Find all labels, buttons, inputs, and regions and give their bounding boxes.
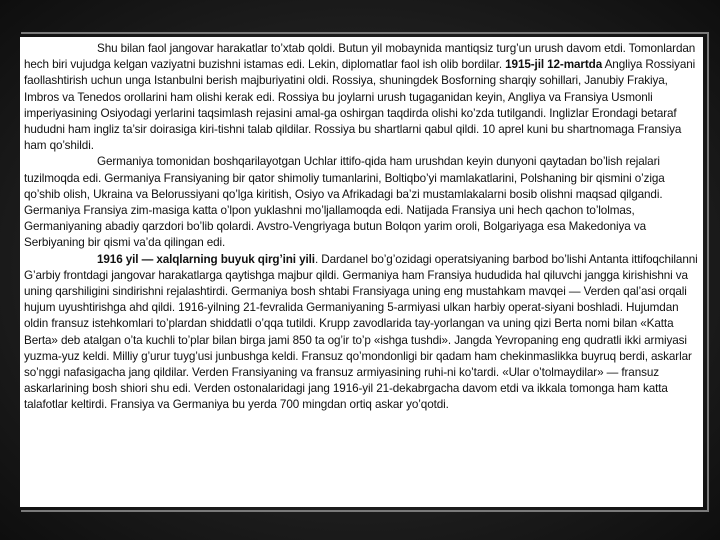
paragraph-1-text: Shu bilan faol jangovar harakatlar to’xtab qoldi. Butun yil mobaynida mantiqsiz turg’un urush davom etdi. Tomonlardan hech biri vujudga kelgan vaziyatni buzishni istamas edi. Lekin, diplomatlar faol ish olib bordilar. (24, 42, 696, 72)
paragraph-2-text: Germaniya tomonidan boshqarilayotgan Uchlar ittifo-qida ham urushdan keyin dunyoni qaytadan bo’lish rejalari tuzilmoqda edi. Germaniya Fransiyaning bir qator shimoliy tumanlarini, Boltiqbo’yi mamlakatlarini, Polshaning bir qismini o’ziga qo’shib olish, Ukraina va Belorussiyani qo’lga kiritish, Osiyo va Afrikadagi ba’zi mustamlakalarni bosib olishni maqsad qilgandi. Germaniya Fransiya zim-masiga katta o’lpon yuklashni mo’ljallamoqda edi. Natijada Fransiya uni hech qachon to’lolmas, Germaniyaning abadiy qarzdori bo’lib qolardi. Avstro-Vengriyaga butun Bolqon yarim oroli, Bolgariyaga esa Makedoniya va Serbiyaning bir qismi va’da qilingan edi. (24, 155, 665, 250)
paragraph-3 (24, 252, 700, 414)
paragraph-1 (24, 41, 700, 154)
paragraph-3-text-cont: . Dardanel bo’g’ozidagi operatsiyaning barbod bo’lishi Antanta ittifoqchilanni G’arbiy frontdagi jangovar harakatlarga qaytishga majbur qildi. Germaniya ham Fransiya hududida hal qiluvchi jangga kirishishni va uning qarshiligini sindirishni rejalashtirdi. Germaniya bosh shtabi Fransiyaga uning eng mustahkam mavqei — Verden qal’asi orqali hujum uyushtirishga ahd qildi. 1916-yilning 21-fevralida Germaniyaning 5-armiyasi ulkan harbiy operat-siyani boshladi. Hujumdan oldin fransuz istehkomlari to’plardan shiddatli o’qqa tutildi. Krupp zavodlarida tay-yorlangan va uning qizi Berta nomi bilan «Katta Berta» deb atalgan o’ta kuchli to’plar bilan birga jami 850 ta og’ir to’p «ishga tushdi». Jangda Yevropaning eng qudratli ikki armiyasi yuzma-yuz keldi. Milliy g’urur tuyg’usi junbushga keldi. Fransuz qo’mondonligi bir qadam ham chekinmaslikka buyruq berdi, askarlar so’nggi nafasigacha jang qildilar. Verden Fransiyaning va fransuz armiyasining ruhi-ni ko’tardi. «Ular o’tolmaydilar» — fransuz askarlarining bosh shiori shu edi. Verden ostonalaridagi jang 1916-yil 21-dekabrgacha davom etdi va ikkala tomonga ham katta talafotlar keltirdi. Fransiya va Germaniya bu yerda 700 mingdan ortiq askar yo’qotdi. (24, 252, 698, 412)
paragraph-2 (24, 154, 700, 251)
text-block (24, 41, 700, 414)
document-page (20, 37, 703, 507)
paragraph-3-bold: 1916 yil — xalqlarning buyuk qirg’ini yili (97, 252, 315, 266)
paragraph-1-bold: 1915-jil 12-martda (505, 58, 603, 72)
paragraph-1-text-cont: Angliya Rossiyani faollashtirish uchun unga Istanbulni berish majburiyatini oldi. Rossiya, shuningdek Bosforning sharqiy sohillari, Janubiy Frakiya, Imbros va Tenedos orollarini ham olishi kerak edi. Rossiya bu joylarni urush tugaganidan keyin, Angliya va Fransiya Usmonli imperiyasining Osiyodagi yerlarini taqsimlash rejasini amal-ga oshirgan taqdirda olishi ko’zda tutilgandi. Inglizlar Erondagi betaraf hududni ham ingliz ta’sir doirasiga kiri-tishni talab qildilar. Rossiya bu shartlarni qabul qildi. 10 aprel kuni bu shartnomaga Fransiya ham qo’shildi. (24, 58, 696, 153)
